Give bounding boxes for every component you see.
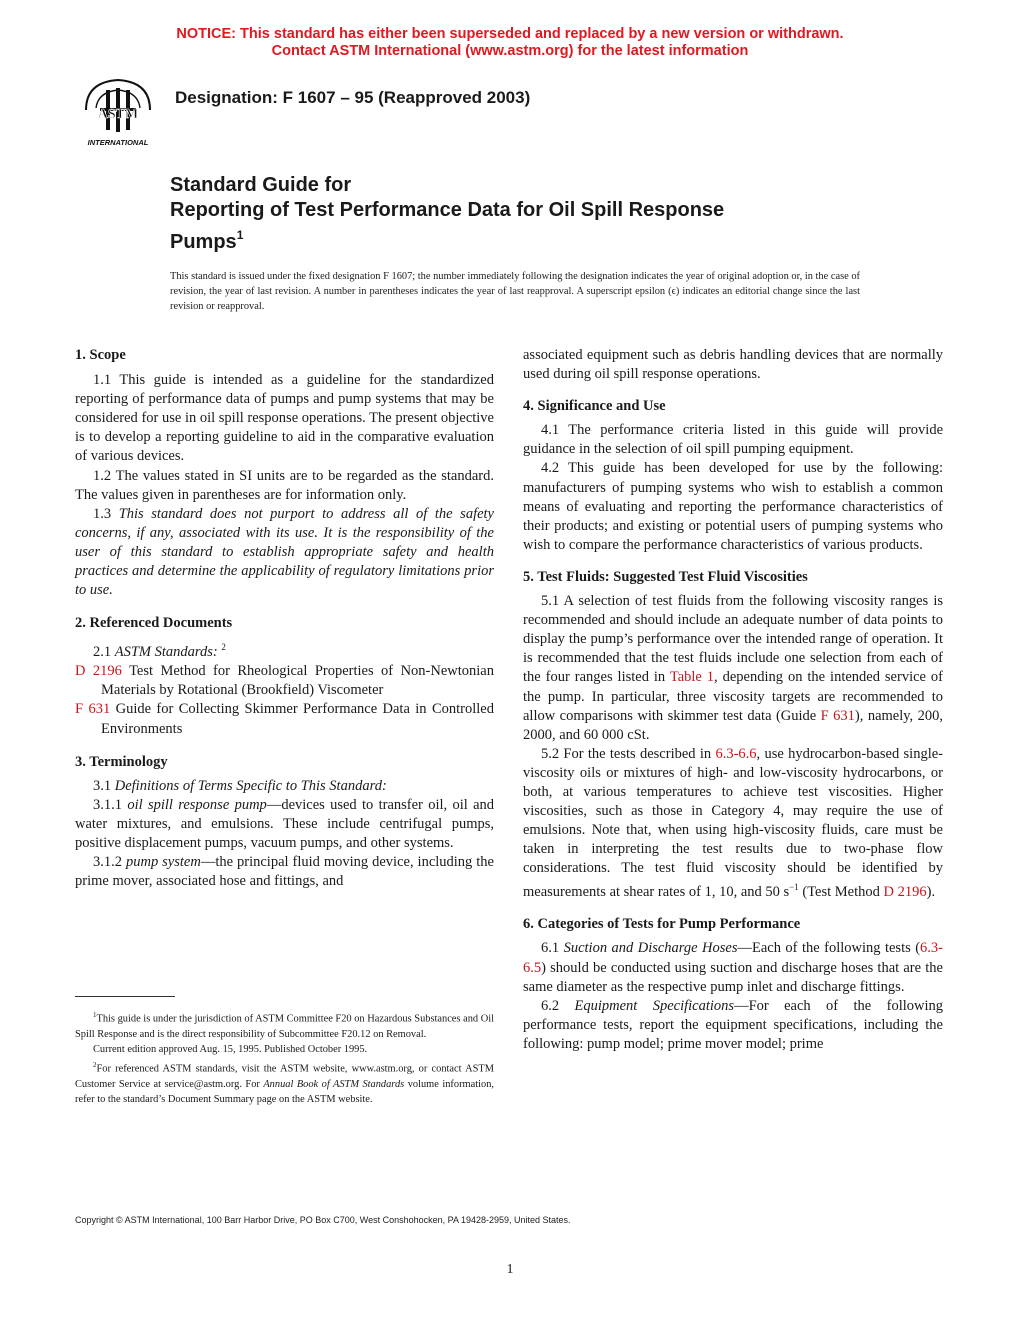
- footnote-2-mark: 2: [93, 1060, 97, 1069]
- section-heading-scope: 1. Scope: [75, 347, 126, 363]
- paragraph-3-1-num: 3.1: [93, 777, 115, 794]
- reference-d2196-text: Test Method for Rheological Properties of Non-Newtonian Materials by Rotational (Brookfield) Viscometer: [101, 663, 494, 699]
- paragraph-6-1: [523, 939, 943, 996]
- paragraph-3-1-label: Definitions of Terms Specific to This Standard:: [114, 777, 387, 794]
- paragraph-6-1-num: 6.1: [541, 940, 564, 957]
- paragraph-4-2: 4.2 This guide has been developed for use by the following: manufacturers of pumping systems who wish to establish a common means of evaluating and reporting the performance characteristics of their products; and existing or potential users of pumping systems who wish to compare the performance characteristics of various products.: [523, 460, 943, 553]
- title-line-3-text: Pumps: [170, 231, 237, 253]
- title-line-3: [170, 223, 870, 255]
- footnote-1-edition: Current edition approved Aug. 15, 1995. Published October 1995.: [93, 1044, 368, 1056]
- title-line-2: Reporting of Test Performance Data for Oil Spill Response: [170, 199, 725, 221]
- paragraph-3-1-2-term: pump system: [125, 854, 201, 871]
- paragraph-3-1-1-text: —devices used to transfer oil, oil and water mixtures, and emulsions. These include centrifugal pumps, positive displacement pumps, vacuum pumps, and other systems.: [75, 796, 495, 851]
- paragraph-5-2-b: , use hydrocarbon-based single-viscosity oils or mixtures of high- and low-viscosity hydrocarbons, or both, at various temperatures to achieve test viscosities. Higher viscosities, such as those in Category 4, may require the use of emulsions. Note that, when using high-viscosity fluids, care must be taken in interpreting the test results due to two-phase flow considerations. The test fluid viscosity should be identified by measurements at shear rates of 1, 10, and 50 s: [523, 745, 943, 901]
- section-heading-test-fluids: 5. Test Fluids: Suggested Test Fluid Viscosities: [523, 568, 808, 585]
- footnote-divider: [75, 996, 175, 997]
- paragraph-5-1-b: , depending on the intended service of the pump. In particular, three viscosity targets are recommended to allow comparisons with skimmer test data (Guide: [523, 669, 943, 724]
- paragraph-1-3-num: 1.3: [93, 505, 119, 522]
- paragraph-6-2-num: 6.2: [541, 997, 575, 1014]
- footnotes: [75, 1008, 494, 1107]
- logo-top-text: ASTM: [97, 107, 139, 122]
- paragraph-3-1-2-num: 3.1.2: [93, 854, 126, 871]
- paragraph-3-1-2-text: —the principal fluid moving device, including the prime mover, associated hose and fittings, and: [75, 854, 494, 890]
- reference-f631-text: Guide for Collecting Skimmer Performance Data in Controlled Environments: [101, 701, 494, 737]
- paragraph-6-1-term: Suction and Discharge Hoses: [563, 940, 738, 957]
- paragraph-3-1: [75, 777, 494, 796]
- section-heading-categories: 6. Categories of Tests for Pump Performance: [523, 916, 801, 933]
- paragraph-1-2: 1.2 The values stated in SI units are to be regarded as the standard. The values given in parentheses are for information only.: [75, 467, 494, 503]
- footnote-2-b: volume information, refer to the standard’s Document Summary page on the ASTM website.: [75, 1078, 494, 1105]
- copyright: Copyright © ASTM International, 100 Barr Harbor Drive, PO Box C700, West Conshohocken, PA 19428-2959, United States.: [75, 1215, 571, 1225]
- paragraph-5-2-a: 5.2 For the tests described in: [541, 745, 716, 762]
- footnote-1: [75, 1008, 494, 1042]
- reference-f631-link[interactable]: F 631: [75, 701, 111, 718]
- section-heading-terminology: 3. Terminology: [75, 753, 168, 770]
- notice-line-1: NOTICE: This standard has either been superseded and replaced by a new version or withdrawn.: [176, 26, 844, 42]
- title-line-1: Standard Guide for: [170, 174, 352, 196]
- section-heading-referenced-documents: 2. Referenced Documents: [75, 615, 233, 632]
- paragraph-5-2: [523, 745, 943, 903]
- section-6-3-link[interactable]: 6.3-6.6: [715, 745, 757, 762]
- reference-d2196-link[interactable]: D 2196: [75, 663, 122, 680]
- paragraph-5-2-sup: −1: [789, 882, 799, 893]
- paragraph-6-2-term: Equipment Specifications: [574, 997, 735, 1014]
- footnote-2-italic: Annual Book of ASTM Standards: [263, 1078, 405, 1090]
- left-column: [75, 346, 494, 891]
- paragraph-4-1: 4.1 The performance criteria listed in this guide will provide guidance in the selection of oil spill pumping equipment.: [523, 422, 943, 458]
- paragraph-3-1-1-term: oil spill response pump: [127, 796, 267, 813]
- reference-d2196: [75, 662, 494, 700]
- paragraph-5-1-c: ), namely, 200, 2000, and 60 000 cSt.: [523, 707, 943, 743]
- title-footnote-mark: 1: [236, 228, 244, 242]
- footnote-1-text: This guide is under the jurisdiction of ASTM Committee F20 on Hazardous Substances and Oil Spill Response and is the direct responsibility of Subcommittee F20.12 on Removal.: [75, 1013, 494, 1040]
- paragraph-1-1: 1.1 This guide is intended as a guideline for the standardized reporting of performance data of pumps and pump systems that may be considered for use in oil spill response operations. The present objective is to develop a reporting guideline to aid in the comparative evaluation of various devices.: [75, 372, 494, 465]
- method-d2196-link[interactable]: D 2196: [883, 884, 927, 901]
- withdrawal-notice: [0, 26, 1020, 60]
- paragraph-5-2-c: (Test Method: [798, 884, 884, 901]
- paragraph-6-2-text: —For each of the following performance tests, report the equipment specifications, including the following: pump model; prime mover model; prime: [523, 997, 943, 1052]
- paragraph-6-1-b: ) should be conducted using suction and discharge hoses that are the same diameter as the respective pump inlet and discharge fittings.: [523, 959, 943, 995]
- paragraph-2-1-num: 2.1: [93, 644, 115, 661]
- paragraph-5-1-a: 5.1 A selection of test fluids from the following viscosity ranges is recommended and should include an adequate number of data points to display the pump’s performance over the intended range of operation. It is recommended that the test fluids include one selection from each of the four ranges listed in: [523, 593, 943, 686]
- paragraph-1-3-text: This standard does not purport to address all of the safety concerns, if any, associated with its use. It is the responsibility of the user of this standard to establish appropriate safety and health practices and determine the applicability of regulatory limitations prior to use.: [75, 505, 494, 599]
- footnote-2-a: For referenced ASTM standards, visit the ASTM website, www.astm.org, or contact ASTM Customer Service at service@astm.org. For: [75, 1063, 494, 1090]
- paragraph-3-1-2: [75, 853, 494, 891]
- paragraph-3-1-2-continued: associated equipment such as debris handling devices that are normally used during oil spill response operations.: [523, 347, 943, 383]
- paragraph-2-1-sup: 2: [221, 642, 226, 653]
- page-number: 1: [506, 1262, 514, 1277]
- paragraph-1-3: [75, 505, 494, 600]
- guide-f631-link[interactable]: F 631: [820, 707, 855, 724]
- reference-f631: [75, 700, 494, 738]
- designation: Designation: F 1607 – 95 (Reapproved 2003): [175, 88, 531, 107]
- paragraph-3-1-1: [75, 796, 494, 853]
- section-6-3-6-5-link[interactable]: 6.3-6.5: [523, 940, 943, 976]
- astm-logo: [76, 74, 160, 150]
- right-column: [523, 346, 943, 1054]
- document-title: [170, 173, 870, 255]
- paragraph-5-2-d: ).: [926, 884, 936, 901]
- table-1-link[interactable]: Table 1: [669, 669, 715, 686]
- issued-note: This standard is issued under the fixed designation F 1607; the number immediately following the designation indicates the year of original adoption or, in the case of revision, the year of last revision. A number in parentheses indicates the year of last reapproval. A superscript epsilon (ϵ) indicates an editorial change since the last revision or reapproval.: [170, 271, 860, 312]
- paragraph-6-2: [523, 997, 943, 1054]
- paragraph-2-1-label: ASTM Standards:: [114, 644, 218, 661]
- footnote-1-mark: 1: [93, 1011, 97, 1019]
- logo-bottom-text: INTERNATIONAL: [87, 138, 149, 147]
- paragraph-6-1-a: —Each of the following tests (: [737, 940, 921, 957]
- paragraph-2-1: [75, 638, 494, 662]
- footnote-2: [75, 1058, 494, 1108]
- paragraph-5-1: [523, 592, 943, 745]
- notice-line-2: Contact ASTM International (www.astm.org) for the latest information: [271, 43, 749, 59]
- section-heading-significance: 4. Significance and Use: [523, 398, 666, 415]
- paragraph-3-1-1-num: 3.1.1: [93, 796, 128, 813]
